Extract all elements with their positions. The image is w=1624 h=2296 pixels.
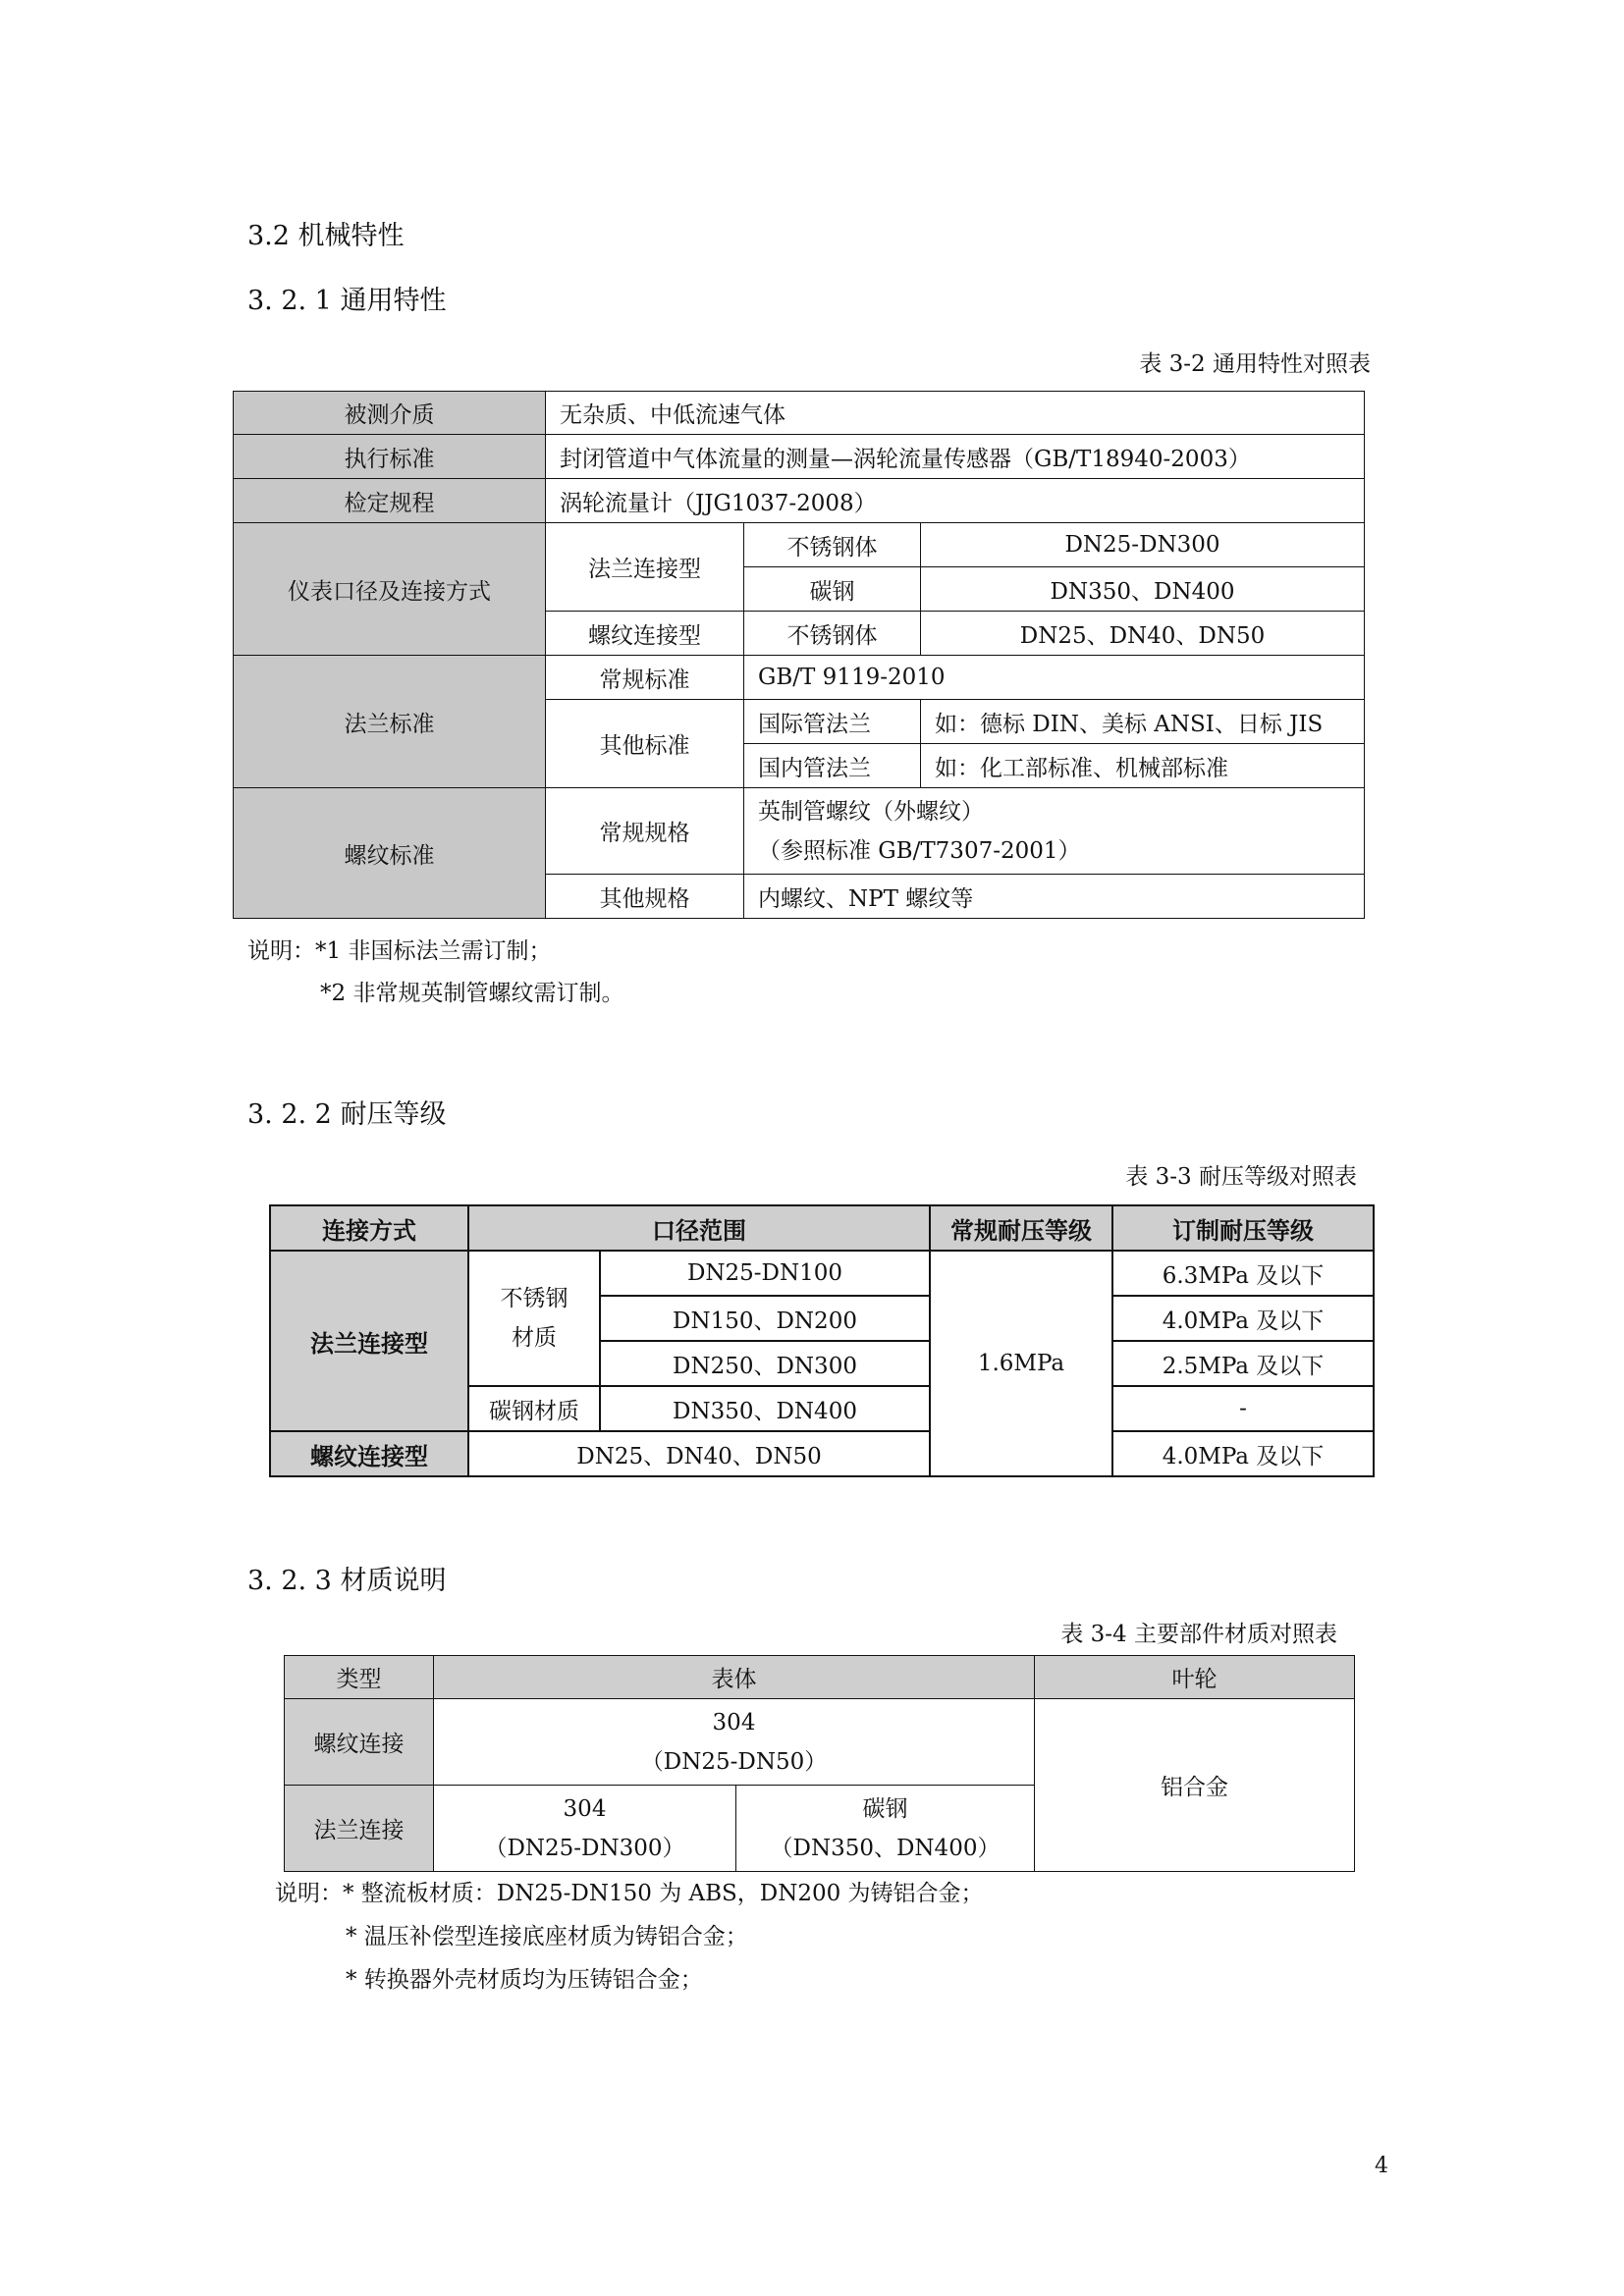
flange-connection-label: 法兰连接型 (270, 1251, 468, 1431)
table-cell: 2.5MPa 及以下 (1112, 1341, 1374, 1386)
header-custom-pressure: 订制耐压等级 (1112, 1205, 1374, 1251)
subsection-heading-material: 3. 2. 3 材质说明 (247, 1566, 447, 1596)
table-cell: DN25-DN100 (600, 1251, 930, 1296)
thread-regular-value (744, 788, 1365, 875)
page-number: 4 (1375, 2154, 1388, 2178)
thread-other-label: 其他规格 (546, 875, 744, 919)
table1-note-1: 说明：*1 非国标法兰需订制； (247, 938, 552, 964)
thread-body-material-line2: （DN25-DN50） (640, 1748, 828, 1775)
table-cell: 6.3MPa 及以下 (1112, 1251, 1374, 1296)
thread-stainless-range: DN25、DN40、DN50 (921, 612, 1365, 656)
flange-body-carbon-line1: 碳钢 (862, 1795, 908, 1822)
subsection-heading-pressure: 3. 2. 2 耐压等级 (247, 1099, 447, 1130)
header-body: 表体 (434, 1656, 1035, 1699)
table-cell: DN350、DN400 (600, 1386, 930, 1431)
flange-other-label: 其他标准 (546, 700, 744, 788)
header-type: 类型 (285, 1656, 434, 1699)
flange-body-stainless (434, 1786, 736, 1872)
table3-note-1: 说明：* 整流板材质：DN25-DN150 为 ABS，DN200 为铸铝合金； (275, 1881, 984, 1906)
thread-connection-label: 螺纹连接型 (270, 1431, 468, 1476)
thread-type-label: 螺纹连接型 (546, 612, 744, 656)
table1-note-2: *2 非常规英制管螺纹需订制。 (320, 981, 624, 1006)
stainless-material-line1: 不锈钢 (500, 1286, 568, 1311)
thread-stainless-label: 不锈钢体 (744, 612, 921, 656)
header-impeller: 叶轮 (1035, 1656, 1355, 1699)
flange-type-label: 法兰连接型 (546, 523, 744, 612)
thread-type-label: 螺纹连接 (285, 1699, 434, 1786)
thread-body-material (434, 1699, 1035, 1786)
thread-regular-label: 常规规格 (546, 788, 744, 875)
medium-value: 无杂质、中低流速气体 (546, 392, 1365, 435)
intl-flange-value: 如：德标 DIN、美标 ANSI、日标 JIS (921, 700, 1365, 744)
header-connection: 连接方式 (270, 1205, 468, 1251)
flange-body-carbon (736, 1786, 1035, 1872)
flange-regular-value: GB/T 9119-2010 (744, 656, 1365, 700)
flange-body-stainless-line1: 304 (563, 1795, 607, 1822)
subsection-heading-general: 3. 2. 1 通用特性 (247, 286, 447, 316)
impeller-material: 铝合金 (1035, 1699, 1355, 1872)
thread-other-value: 内螺纹、NPT 螺纹等 (744, 875, 1365, 919)
thread-regular-value-line2: （参照标准 GB/T7307-2001） (758, 837, 1081, 864)
stainless-material-label (468, 1251, 600, 1386)
table-cell: - (1112, 1386, 1374, 1431)
verification-label: 检定规程 (234, 479, 546, 523)
carbon-steel-label: 碳钢 (744, 567, 921, 612)
medium-label: 被测介质 (234, 392, 546, 435)
thread-standard-label: 螺纹标准 (234, 788, 546, 919)
table3-caption: 表 3-4 主要部件材质对照表 (1060, 1622, 1337, 1647)
header-caliber: 口径范围 (468, 1205, 930, 1251)
carbon-material-label: 碳钢材质 (468, 1386, 600, 1431)
pressure-rating-table (269, 1204, 1375, 1477)
table3-note-3: * 转换器外壳材质均为压铸铝合金； (346, 1967, 703, 1993)
flange-type-label: 法兰连接 (285, 1786, 434, 1872)
thread-body-material-line1: 304 (712, 1709, 756, 1735)
table-cell: DN150、DN200 (600, 1296, 930, 1341)
header-regular-pressure: 常规耐压等级 (930, 1205, 1112, 1251)
intl-flange-label: 国际管法兰 (744, 700, 921, 744)
thread-regular-value-line1: 英制管螺纹（外螺纹） (758, 798, 984, 825)
material-table (284, 1655, 1355, 1872)
table3-note-2: * 温压补偿型连接底座材质为铸铝合金； (346, 1924, 748, 1949)
caliber-connection-label: 仪表口径及连接方式 (234, 523, 546, 656)
verification-value: 涡轮流量计（JJG1037-2008） (546, 479, 1365, 523)
thread-custom-pressure: 4.0MPa 及以下 (1112, 1431, 1374, 1476)
standard-label: 执行标准 (234, 435, 546, 479)
flange-standard-label: 法兰标准 (234, 656, 546, 788)
flange-body-stainless-line2: （DN25-DN300） (484, 1835, 685, 1861)
table1-caption: 表 3-2 通用特性对照表 (1139, 351, 1371, 377)
carbon-steel-range: DN350、DN400 (921, 567, 1365, 612)
table-cell: 4.0MPa 及以下 (1112, 1296, 1374, 1341)
general-characteristics-table (233, 391, 1365, 919)
section-heading: 3.2 机械特性 (247, 221, 405, 251)
domestic-flange-label: 国内管法兰 (744, 744, 921, 788)
standard-value: 封闭管道中气体流量的测量—涡轮流量传感器（GB/T18940-2003） (546, 435, 1365, 479)
domestic-flange-value: 如：化工部标准、机械部标准 (921, 744, 1365, 788)
flange-regular-label: 常规标准 (546, 656, 744, 700)
stainless-body-range: DN25-DN300 (921, 523, 1365, 567)
table2-caption: 表 3-3 耐压等级对照表 (1125, 1164, 1357, 1190)
table-cell: DN250、DN300 (600, 1341, 930, 1386)
regular-pressure-value: 1.6MPa (930, 1251, 1112, 1476)
thread-range: DN25、DN40、DN50 (468, 1431, 930, 1476)
stainless-material-line2: 材质 (512, 1325, 557, 1351)
stainless-body-label: 不锈钢体 (744, 523, 921, 567)
flange-body-carbon-line2: （DN350、DN400） (770, 1835, 1001, 1861)
